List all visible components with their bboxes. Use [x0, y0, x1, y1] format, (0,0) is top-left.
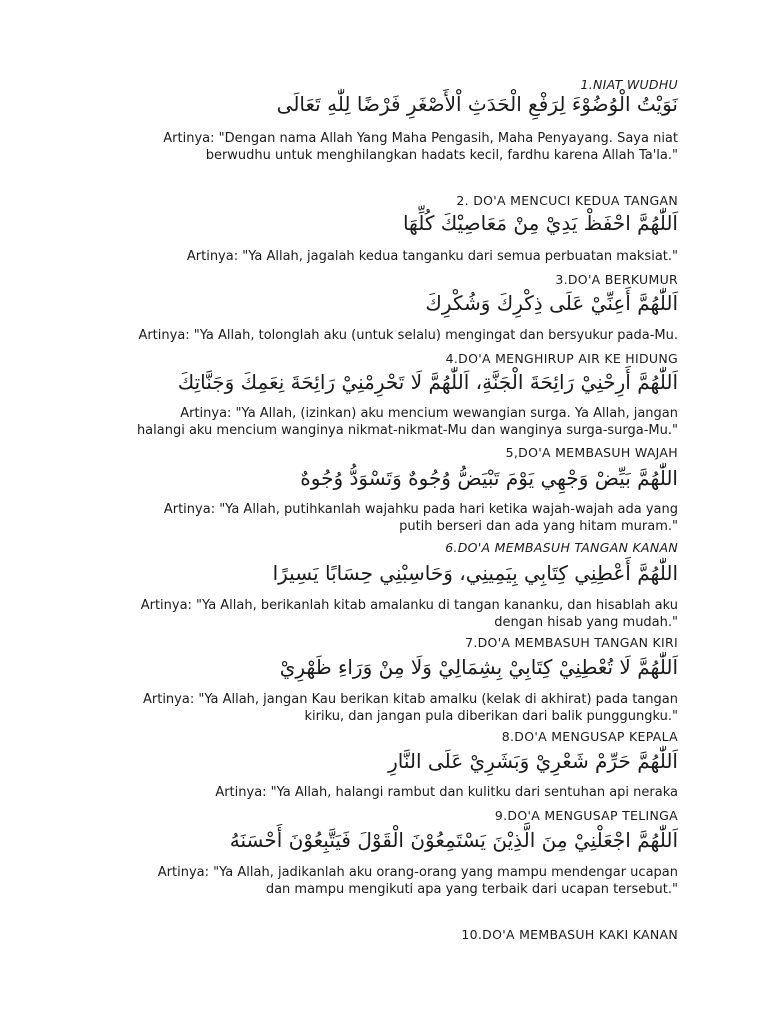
section-3-artinya	[78, 327, 678, 344]
section-9-artinya-line-2: dan mampu mengikuti apa yang terbaik dari ucapan tersebut."	[265, 882, 678, 897]
section-9-arabic: اَللّٰهُمَّ اجْعَلْنِيْ مِنَ الَّذِيْنَ يَسْتَمِعُوْنَ الْقَوْلَ فَيَتَّبِعُوْنَ أَحْسَنَهُ	[229, 828, 678, 852]
section-8-artinya	[78, 784, 678, 801]
section-6-artinya-line-1: Artinya: "Ya Allah, berikanlah kitab amalanku di tangan kananku, dan hisablah aku	[140, 598, 678, 613]
section-2-heading: 2. DO'A MENCUCI KEDUA TANGAN	[456, 193, 678, 208]
section-4-artinya-line-1: Artinya: "Ya Allah, (izinkan) aku mencium wewangian surga. Ya Allah, jangan	[180, 406, 678, 421]
section-3-artinya-line-1: Artinya: "Ya Allah, tolonglah aku (untuk selalu) mengingat dan bersyukur pada-Mu.	[138, 328, 678, 343]
section-5-artinya	[78, 501, 678, 535]
section-6-heading: 6.DO'A MEMBASUH TANGAN KANAN	[445, 540, 678, 555]
section-1-heading: 1.NIAT WUDHU	[580, 77, 678, 92]
section-5-arabic: اللّٰهُمَّ بَيِّضْ وَجْهِي يَوْمَ تَبْيَضُّ وُجُوهٌ وَتَسْوَدُّ وُجُوهٌ	[300, 466, 678, 490]
section-6-artinya-line-2: dengan hisab yang mudah."	[494, 615, 678, 630]
section-6-arabic: اللّٰهُمَّ أَعْطِنِي كِتَابِي بِيَمِينِي، وَحَاسِبْنِي حِسَابًا يَسِيرًا	[272, 561, 678, 585]
section-5-artinya-line-1: Artinya: "Ya Allah, putihkanlah wajahku pada hari ketika wajah-wajah ada yang	[163, 502, 678, 517]
section-1-artinya	[78, 130, 678, 164]
section-7-heading: 7.DO'A MEMBASUH TANGAN KIRI	[465, 635, 678, 650]
section-7-artinya-line-1: Artinya: "Ya Allah, jangan Kau berikan kitab amalku (kelak di akhirat) pada tangan	[142, 692, 678, 707]
section-4-artinya-line-2: halangi aku mencium wanginya nikmat-nikmat-Mu dan wanginya surga-surga-Mu."	[136, 423, 678, 438]
section-5-heading: 5,DO'A MEMBASUH WAJAH	[505, 445, 678, 460]
section-9-artinya-line-1: Artinya: "Ya Allah, jadikanlah aku orang-orang yang mampu mendengar ucapan	[157, 865, 678, 880]
section-5-artinya-line-2: putih berseri dan ada yang hitam muram."	[399, 519, 678, 534]
section-2-arabic: اَللّٰهُمَّ احْفَظْ يَدِيْ مِنْ مَعَاصِيْكَ كُلِّهَا	[402, 211, 678, 235]
section-10-heading: 10.DO'A MEMBASUH KAKI KANAN	[461, 927, 678, 942]
section-2-artinya	[78, 248, 678, 265]
section-7-artinya-line-2: kiriku, dan jangan pula diberikan dari balik punggungku."	[304, 709, 678, 724]
section-8-heading: 8.DO'A MENGUSAP KEPALA	[501, 729, 678, 744]
section-1-arabic: نَوَيْتُ الْوُضُوْءَ لِرَفْعِ الْحَدَثِ اْلأَصْغَرِ فَرْضًا لِلّٰهِ تَعَالَى	[276, 92, 678, 116]
section-3-arabic: اَللّٰهُمَّ أَعِنِّيْ عَلَى ذِكْرِكَ وَشُكْرِكَ	[425, 291, 678, 315]
section-7-artinya	[78, 691, 678, 725]
section-3-heading: 3.DO'A BERKUMUR	[555, 272, 678, 287]
section-8-arabic: اَللّٰهُمَّ حَرِّمْ شَعْرِيْ وَبَشَرِيْ عَلَى النَّارِ	[388, 749, 678, 773]
section-9-heading: 9.DO'A MENGUSAP TELINGA	[494, 808, 678, 823]
section-4-heading: 4.DO'A MENGHIRUP AIR KE HIDUNG	[445, 351, 678, 366]
section-1-artinya-line-2: berwudhu untuk menghilangkan hadats kecil, fardhu karena Allah Ta'la."	[205, 148, 678, 163]
section-2-artinya-line-1: Artinya: "Ya Allah, jagalah kedua tanganku dari semua perbuatan maksiat."	[186, 249, 678, 264]
section-6-artinya	[78, 597, 678, 631]
section-4-arabic: اَللّٰهُمَّ أَرِحْنِيْ رَائِحَةَ الْجَنَّةِ، اَللّٰهُمَّ لَا تَحْرِمْنِيْ رَائِحَةَ نِعَمِكَ وَجَنَّاتِكَ	[177, 370, 678, 394]
section-9-artinya	[78, 864, 678, 898]
section-7-arabic: اَللّٰهُمَّ لَا تُعْطِنِيْ كِتَابِيْ بِشِمَالِيْ وَلَا مِنْ وَرَاءِ ظَهْرِيْ	[279, 655, 678, 679]
section-4-artinya	[78, 405, 678, 439]
section-1-artinya-line-1: Artinya: "Dengan nama Allah Yang Maha Pengasih, Maha Penyayang. Saya niat	[163, 131, 678, 146]
section-8-artinya-line-1: Artinya: "Ya Allah, halangi rambut dan kulitku dari sentuhan api neraka	[215, 785, 678, 800]
